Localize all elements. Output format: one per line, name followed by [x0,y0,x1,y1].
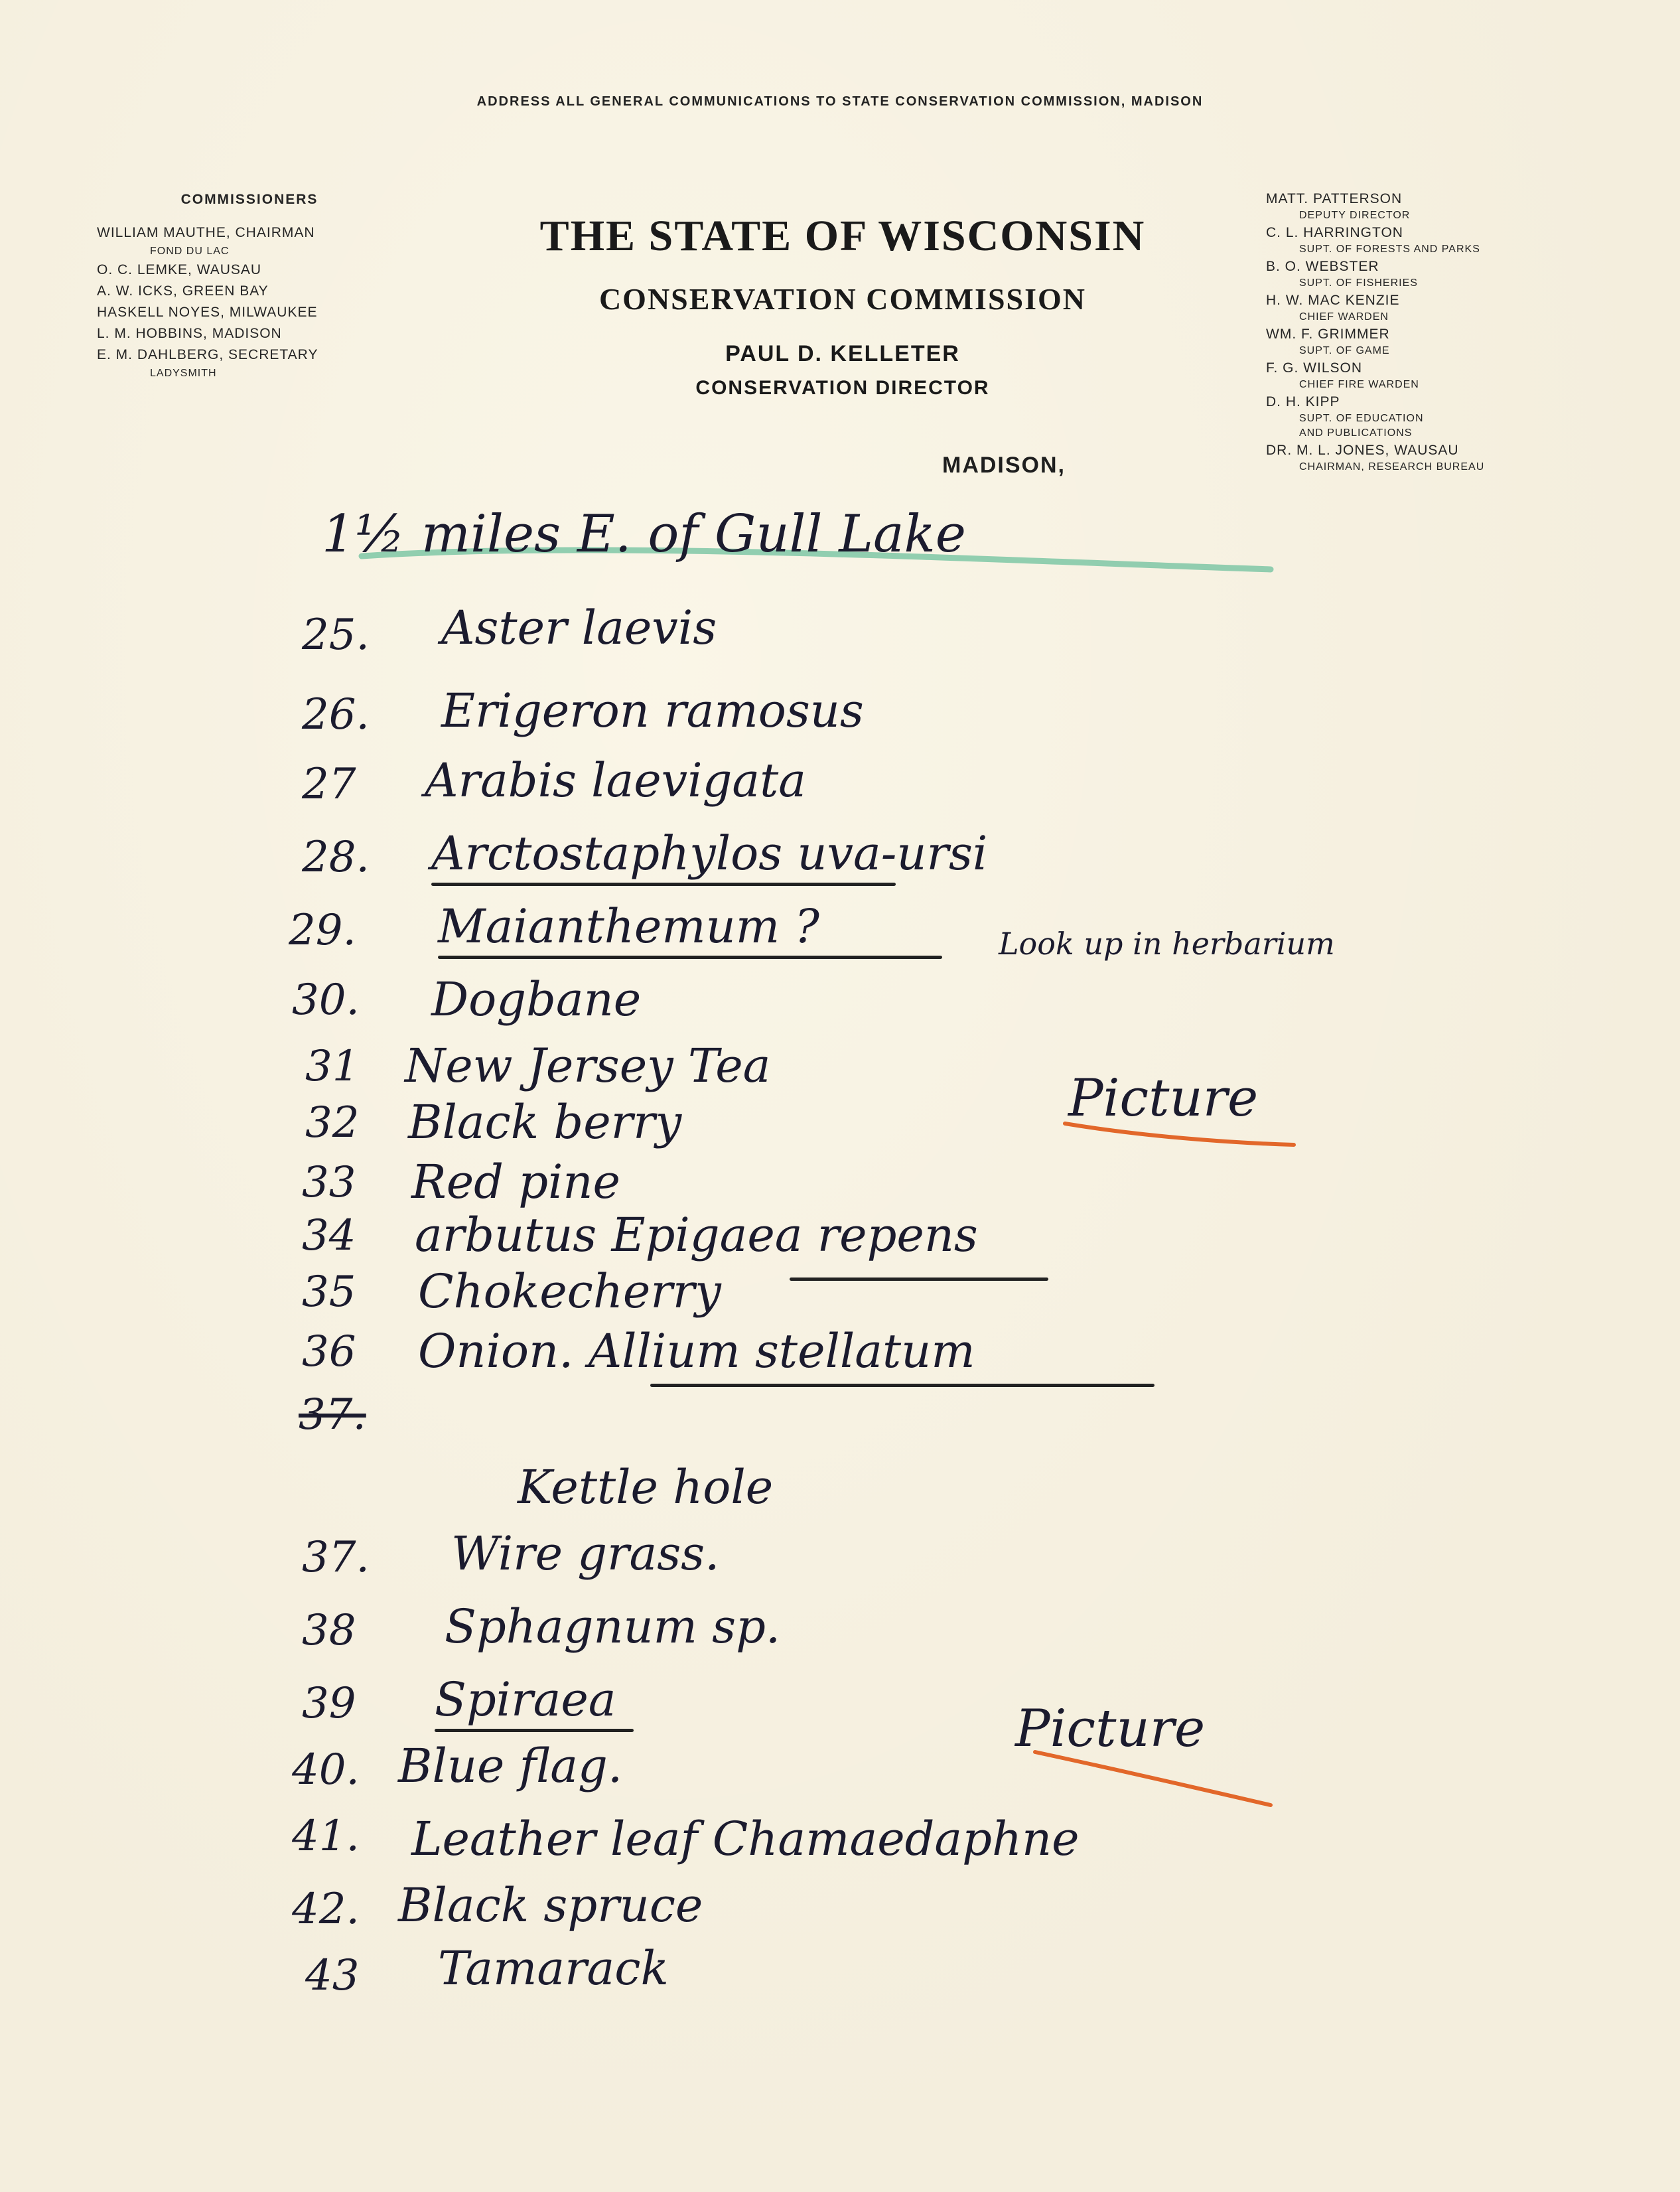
staff-name: F. G. WILSON [1266,360,1363,376]
orange-underline [1035,1752,1271,1805]
entry-underline [431,883,896,886]
letterhead-subtitle: CONSERVATION COMMISSION [598,282,1087,316]
entry-number: 42. [292,1885,360,1934]
entry-underline [650,1384,1155,1387]
commissioner-location: LADYSMITH [150,368,217,379]
staff-title: AND PUBLICATIONS [1299,427,1413,439]
commissioner-location: FOND DU LAC [150,246,230,257]
staff-title: SUPT. OF EDUCATION [1299,413,1424,424]
director-name: PAUL D. KELLETER [725,341,960,366]
entry-number: 31 [305,1042,360,1091]
entry-number: 43 [305,1951,360,2000]
entry-number: 37. [302,1533,370,1582]
entry-number: 26. [302,690,370,739]
struck-entry-number: 37. [299,1390,366,1439]
entry-number: 28. [302,833,370,882]
entry-number: 35 [302,1268,356,1317]
entry-text: Wire grass. [451,1526,720,1581]
commissioner: E. M. DAHLBERG, SECRETARY [97,347,318,362]
staff-title: CHIEF WARDEN [1299,311,1389,323]
staff-name: WM. F. GRIMMER [1266,327,1390,342]
entry-number: 25. [302,611,370,660]
section-heading: Kettle hole [518,1460,774,1514]
entry-text: Aster laevis [441,601,717,655]
entry-text: Red pine [411,1155,620,1209]
staff-title: SUPT. OF FORESTS AND PARKS [1299,244,1480,255]
entry-number: 32 [305,1098,360,1147]
entry-number: 33 [302,1158,356,1207]
picture-note: Picture [1068,1068,1259,1128]
commissioner: A. W. ICKS, GREEN BAY [97,283,269,299]
entry-text: Blue flag. [398,1739,623,1793]
entry-number: 34 [302,1211,356,1260]
entry-number: 27 [302,760,356,809]
entry-underline [790,1278,1048,1281]
entry-text: Dogbane [431,972,642,1027]
entry-text: arbutus Epigaea repens [415,1208,978,1262]
picture-note: Picture [1015,1699,1206,1759]
entry-underline [438,956,942,959]
staff-title: SUPT. OF GAME [1299,345,1390,356]
entry-text: Chokecherry [418,1264,721,1319]
entry-note: Look up in herbarium [999,926,1335,962]
staff-title: SUPT. OF FISHERIES [1299,277,1418,289]
entry-text: Onion. Allium stellatum [418,1324,975,1378]
entry-number: 30. [292,976,360,1025]
commissioner: O. C. LEMKE, WAUSAU [97,262,262,277]
entry-number: 38 [302,1606,356,1655]
address-line: ADDRESS ALL GENERAL COMMUNICATIONS TO STATE CONSERVATION COMMISSION, MADISON [476,94,1204,109]
commissioner: L. M. HOBBINS, MADISON [97,326,282,341]
commissioner: HASKELL NOYES, MILWAUKEE [97,305,318,320]
entry-text: Leather leaf Chamaedaphne [411,1812,1080,1866]
staff-name: C. L. HARRINGTON [1266,225,1403,240]
commissioners-header: COMMISSIONERS [180,192,318,207]
entry-number: 29. [289,906,356,955]
letterhead-title: THE STATE OF WISCONSIN [539,212,1146,260]
staff-name: MATT. PATTERSON [1266,191,1403,206]
staff-name: DR. M. L. JONES, WAUSAU [1266,443,1459,458]
entry-number: 36 [302,1327,356,1376]
commissioner: WILLIAM MAUTHE, CHAIRMAN [97,225,315,240]
staff-name: D. H. KIPP [1266,394,1340,409]
entry-text: Arabis laevigata [425,753,807,808]
entry-text: Black spruce [398,1878,703,1933]
staff-title: DEPUTY DIRECTOR [1299,210,1411,221]
entry-number: 39 [302,1679,356,1728]
staff-name: H. W. MAC KENZIE [1266,293,1400,308]
entry-text: Spiraea [435,1672,616,1727]
entry-text: New Jersey Tea [405,1039,771,1093]
staff-name: B. O. WEBSTER [1266,259,1379,274]
entry-text: Maianthemum ? [438,899,819,954]
entry-text: Erigeron ramosus [441,684,864,738]
entry-number: 41. [292,1812,360,1861]
entry-number: 40. [292,1745,360,1794]
entry-text: Sphagnum sp. [445,1599,781,1654]
city-label: MADISON, [942,453,1066,478]
staff-title: CHIEF FIRE WARDEN [1299,379,1419,390]
location-heading: 1½ miles E. of Gull Lake [322,504,966,564]
entry-text: Tamarack [438,1941,669,1996]
entry-underline [435,1729,634,1732]
entry-text: Black berry [408,1095,682,1149]
entry-text: Arctostaphylos uva-ursi [431,826,988,881]
staff-title: CHAIRMAN, RESEARCH BUREAU [1299,461,1485,473]
director-title: CONSERVATION DIRECTOR [695,377,990,399]
